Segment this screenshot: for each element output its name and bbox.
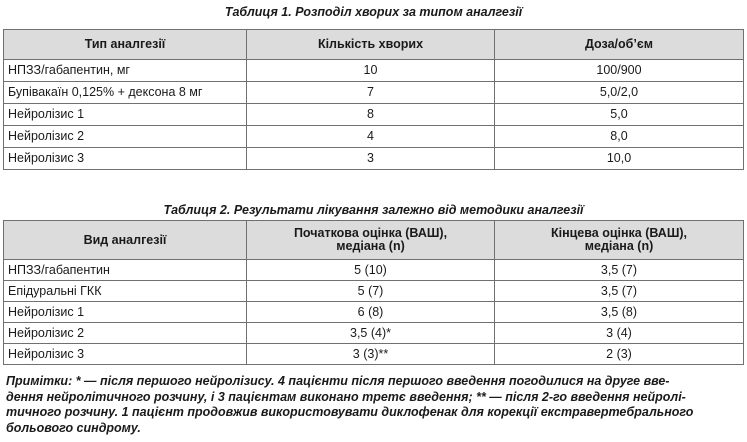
table2-header-final	[495, 221, 744, 260]
table2-cell-initial: 3 (3)**	[247, 344, 495, 365]
table1-cell-type: Нейролізис 3	[4, 148, 247, 170]
table1-header-type: Тип аналгезії	[4, 30, 247, 60]
table1-cell-dose: 100/900	[495, 60, 744, 82]
table-row	[4, 281, 744, 302]
table1-header-row	[4, 30, 744, 60]
table1-cell-type: НПЗЗ/габапентин, мг	[4, 60, 247, 82]
table1-cell-count: 8	[247, 104, 495, 126]
table2-cell-final: 3,5 (7)	[495, 281, 744, 302]
table1-cell-dose: 8,0	[495, 126, 744, 148]
table-row	[4, 148, 744, 170]
table-row	[4, 344, 744, 365]
table-row	[4, 323, 744, 344]
table2-cell-final: 3 (4)	[495, 323, 744, 344]
table2-cell-type: Нейролізис 3	[4, 344, 247, 365]
table1-cell-type: Нейролізис 1	[4, 104, 247, 126]
table2-cell-initial: 6 (8)	[247, 302, 495, 323]
table-row	[4, 104, 744, 126]
table1-cell-type: Бупівакаїн 0,125% + дексона 8 мг	[4, 82, 247, 104]
table1-header-dose: Доза/об’єм	[495, 30, 744, 60]
table2-cell-type: НПЗЗ/габапентин	[4, 260, 247, 281]
table2-header-initial-line1: Початкова оцінка (ВАШ),	[293, 226, 448, 240]
table2-cell-type: Нейролізис 1	[4, 302, 247, 323]
table2-cell-type: Нейролізис 2	[4, 323, 247, 344]
table2-cell-final: 2 (3)	[495, 344, 744, 365]
table2-header-initial-line2: медіана (n)	[336, 239, 405, 253]
table1-cell-type: Нейролізис 2	[4, 126, 247, 148]
analgesia-distribution-table	[3, 29, 744, 170]
table-row	[4, 60, 744, 82]
table2-cell-final: 3,5 (7)	[495, 260, 744, 281]
table-row	[4, 82, 744, 104]
table1-cell-dose: 10,0	[495, 148, 744, 170]
table1-cell-dose: 5,0	[495, 104, 744, 126]
table1-cell-count: 3	[247, 148, 495, 170]
table2-header-final-line1: Кінцева оцінка (ВАШ),	[550, 226, 688, 240]
table2-cell-initial: 3,5 (4)*	[247, 323, 495, 344]
table-row	[4, 126, 744, 148]
table-row	[4, 260, 744, 281]
notes-line: больового синдрому.	[6, 420, 141, 435]
table1-header-count: Кількість хворих	[247, 30, 495, 60]
table2-header-type	[4, 221, 247, 260]
table2-header-final-line2: медіана (n)	[584, 239, 654, 253]
table2-header-initial	[247, 221, 495, 260]
notes-line: Примітки: * — після першого нейролізису. 4 пацієнти після першого введення погодилися на друге вве-	[6, 374, 670, 388]
table2-header-row	[4, 221, 744, 260]
table1-cell-dose: 5,0/2,0	[495, 82, 744, 104]
notes-line: дення нейролітичного розчину, і 3 пацієнтам виконано третє введення; ** — після 2-го введення нейролі-	[6, 389, 686, 404]
table2-cell-type: Епідуральні ГКК	[4, 281, 247, 302]
table2-cell-initial: 5 (7)	[247, 281, 495, 302]
table2-cell-final: 3,5 (8)	[495, 302, 744, 323]
notes-line: тичного розчину. 1 пацієнт продовжив використовувати диклофенак для корекції екстравертебрального	[6, 405, 694, 419]
table2-header-type-line: Вид аналгезії	[83, 232, 167, 247]
table2-cell-initial: 5 (10)	[247, 260, 495, 281]
table1-cell-count: 4	[247, 126, 495, 148]
table1-caption: Таблиця 1. Розподіл хворих за типом аналгезії	[224, 5, 523, 19]
treatment-results-table	[3, 220, 744, 365]
table2-caption: Таблиця 2. Результати лікування залежно від методики аналгезії	[163, 203, 584, 217]
table-row	[4, 302, 744, 323]
table-notes	[6, 374, 742, 436]
table1-cell-count: 10	[247, 60, 495, 82]
table1-cell-count: 7	[247, 82, 495, 104]
